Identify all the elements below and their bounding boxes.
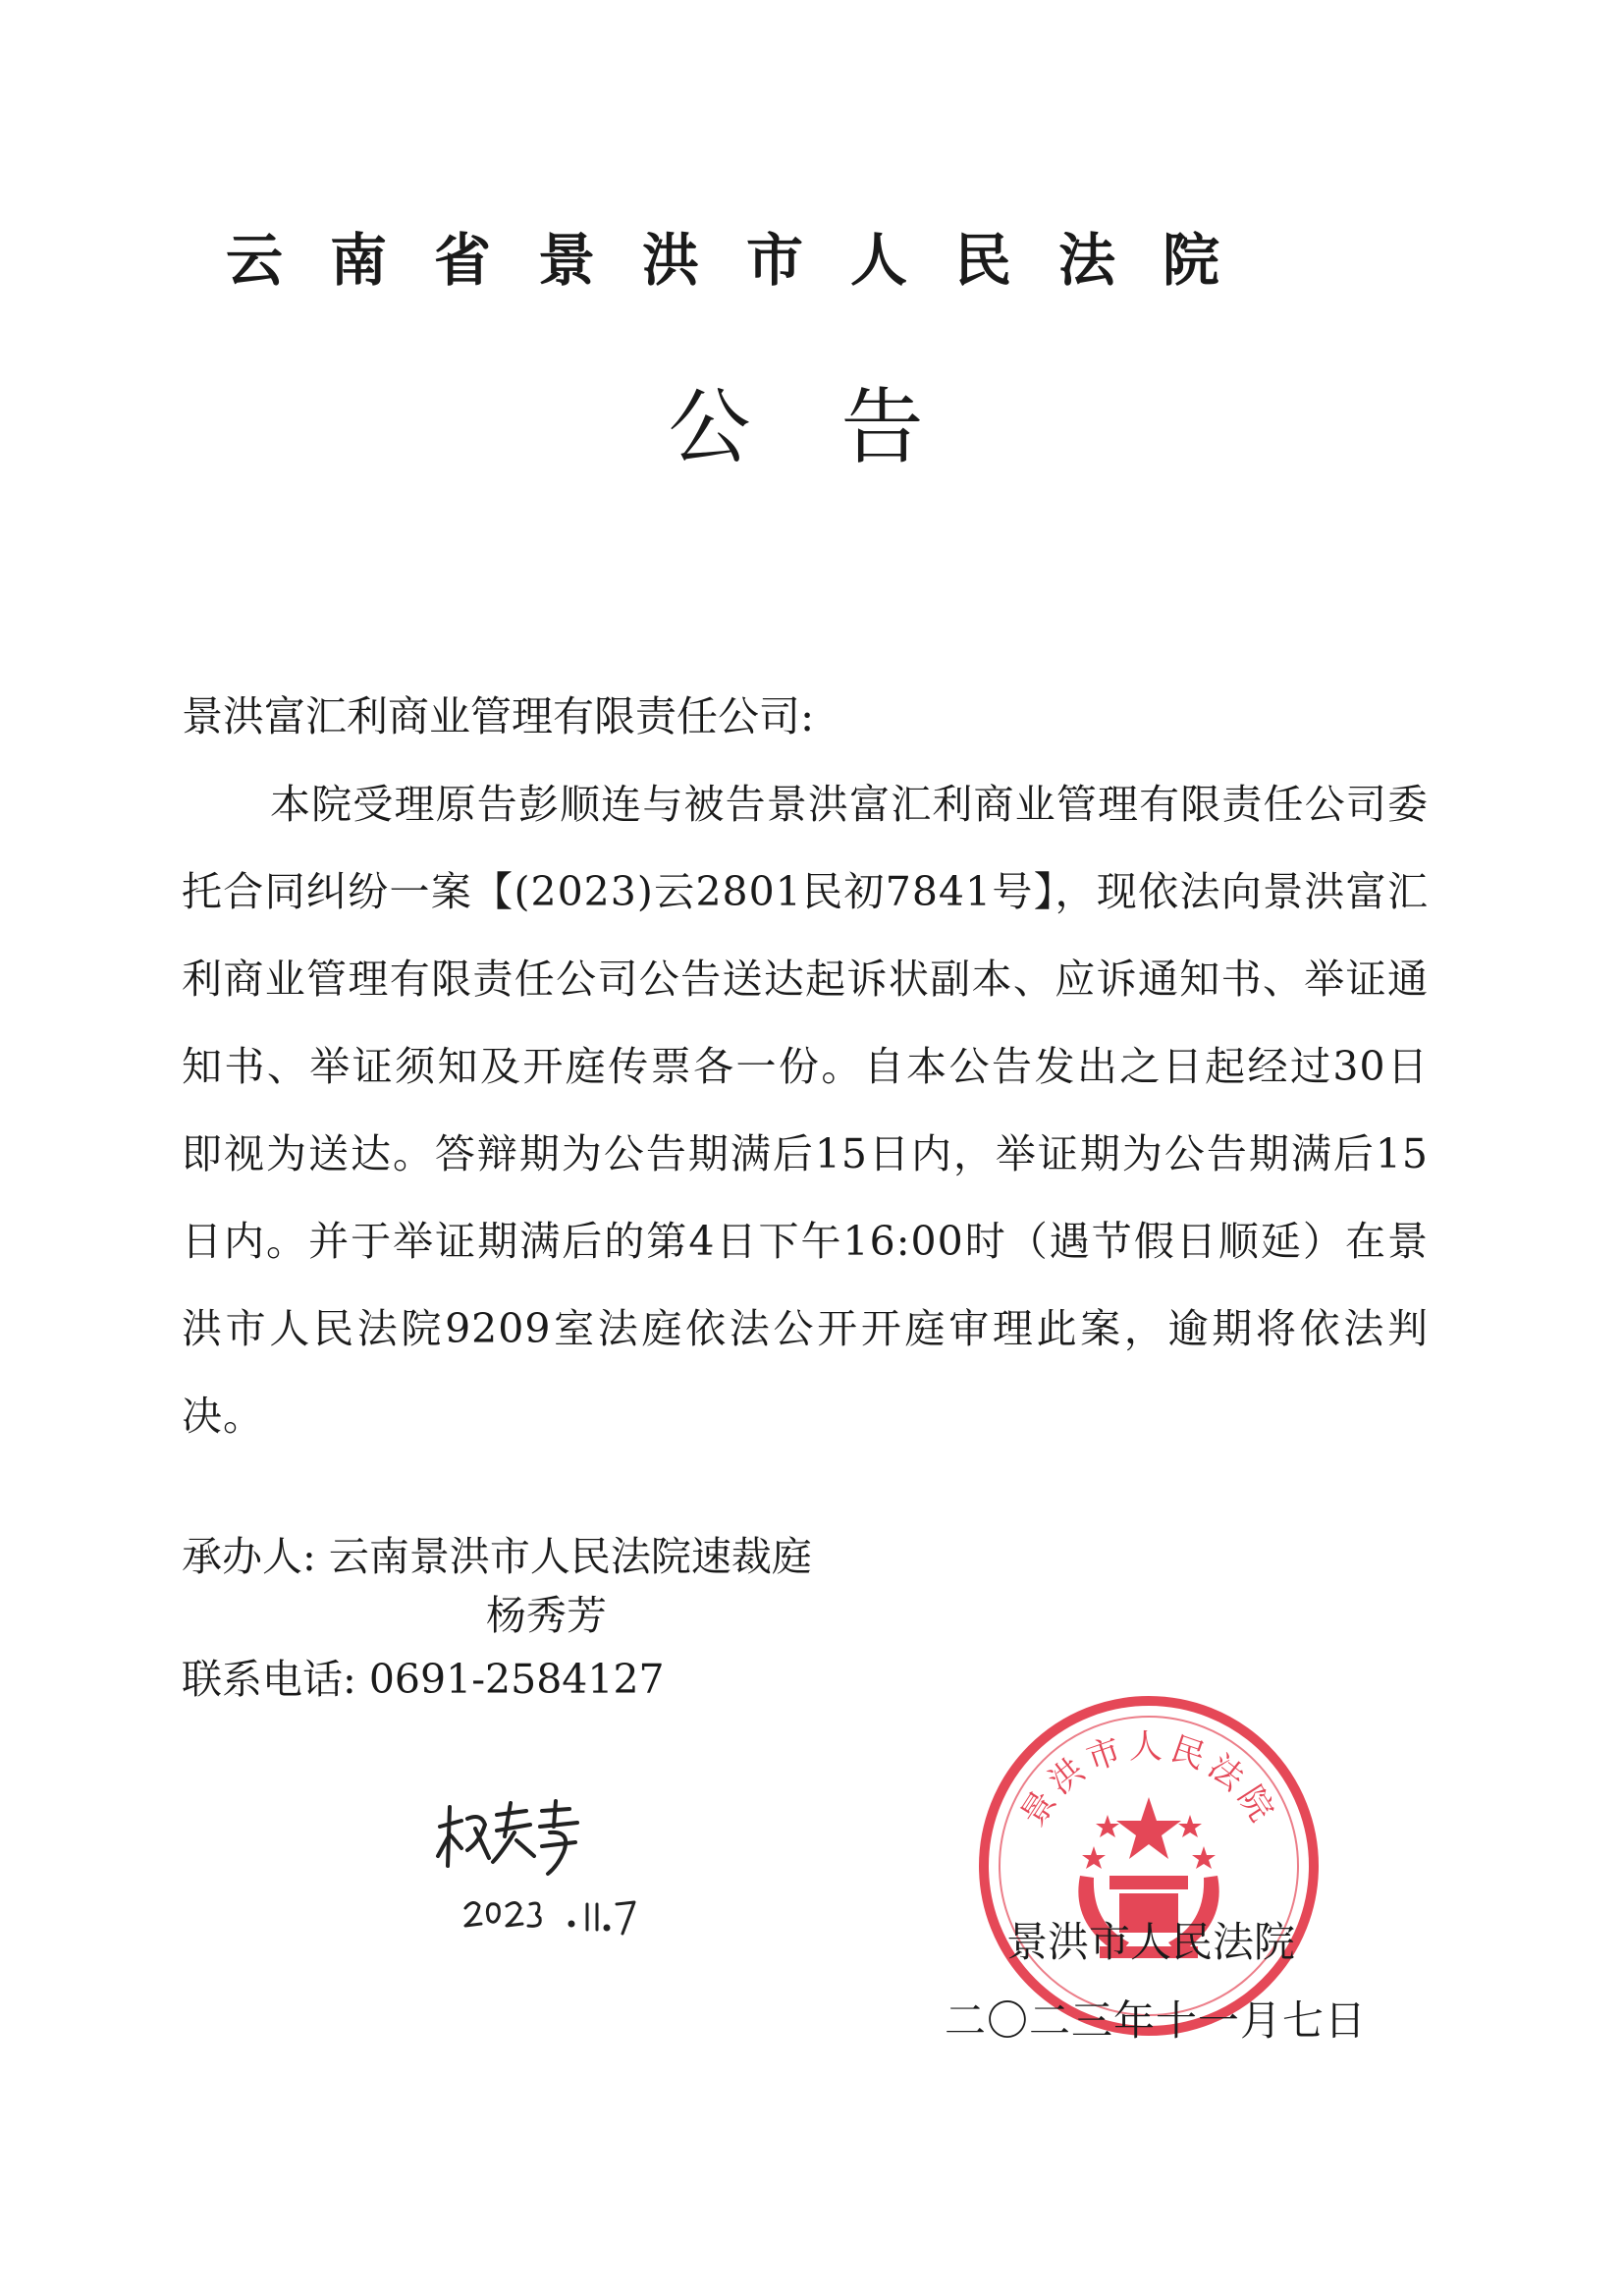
handler-line: 承办人: 云南景洪市人民法院速裁庭 xyxy=(182,1533,812,1580)
issue-date: 二〇二三年十一月七日 xyxy=(945,1996,1368,2045)
issuing-court: 景洪市人民法院 xyxy=(1006,1918,1296,1966)
phone-line: 联系电话: 0691-2584127 xyxy=(182,1656,665,1703)
handwritten-date xyxy=(461,1890,658,1949)
court-title: 云南省景洪市人民法院 xyxy=(226,227,1268,294)
document-title: 公告 xyxy=(668,379,1014,475)
handwritten-signature xyxy=(432,1797,589,1886)
seal-text: 景洪市人民法院 xyxy=(1013,1727,1284,1833)
addressee: 景洪富汇利商业管理有限责任公司: xyxy=(182,692,815,740)
handler-name: 杨秀芳 xyxy=(486,1592,607,1639)
court-seal xyxy=(972,1689,1325,2043)
notice-body: 本院受理原告彭顺连与被告景洪富汇利商业管理有限责任公司委托合同纠纷一案【(2023)云2801民初7841号】，现依法向景洪富汇利商业管理有限责任公司公告送达起诉状副本、应诉通知书、举证通知书、举证须知及开庭传票各一份。自本公告发出之日起经过30日即视为送达。答辩期为公告期满后15日内，举证期为公告期满后15日内。并于举证期满后的第4日下午16:00时（遇节假日顺延）在景洪市人民法院9209室法庭依法公开开庭审理此案，逾期将依法判决。 xyxy=(182,781,1429,1440)
